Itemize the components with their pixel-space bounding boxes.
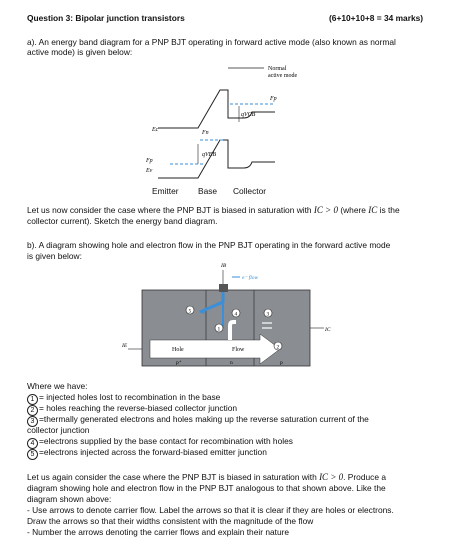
marker-3-text: 3 — [266, 311, 270, 318]
carrier-flow-diagram — [120, 260, 335, 375]
where-title: Where we have: — [27, 381, 88, 391]
legend-item-5-num: 5 — [27, 449, 38, 460]
legend-item-1-text: = injected holes lost to recombination in the base — [39, 392, 221, 402]
final-task-bullet1: - Use arrows to denote carrier flow. Label the arrows so that it is clear if they are holes or electrons. — [27, 505, 394, 515]
marker-2-text: 2 — [276, 344, 280, 351]
conduction-band-edge — [158, 90, 275, 128]
p-label: p — [280, 360, 283, 366]
marker-5-text: 5 — [188, 308, 192, 315]
region-collector-label: Collector — [233, 186, 267, 196]
final-task-line1-math: IC > 0 — [319, 472, 344, 482]
part-b-intro-line1: b). A diagram showing hole and electron flow in the PNP BJT operating in the forward active mode — [27, 240, 391, 250]
qvcb-label: qVCB — [241, 112, 256, 118]
p-plus-label: p⁺ — [176, 360, 182, 366]
e-flow-label: e⁻ flow — [242, 275, 259, 281]
part-a-task-post2: is the — [377, 205, 400, 215]
part-b-intro-line2: is given below: — [27, 251, 82, 261]
base-contact — [219, 284, 228, 292]
hole-text: Hole — [172, 347, 184, 353]
flow-text: Flow — [232, 347, 245, 353]
legend-label-normal: Normal — [268, 66, 287, 72]
legend-item-3-num: 3 — [27, 416, 38, 427]
fp-collector-label: Fp — [270, 96, 277, 102]
part-a-task-line2: collector current). Sketch the energy band diagram. — [27, 216, 218, 226]
ec-label: Ec — [152, 127, 159, 133]
legend-item-5 — [27, 447, 267, 460]
legend-item-3-text: =thermally generated electrons and holes making up the reverse saturation current of the — [39, 414, 369, 424]
marker-4-text: 4 — [234, 311, 238, 318]
final-task-line3: diagram shown above: — [27, 494, 112, 504]
final-task-bullet3: - Number the arrows denoting the carrier flows and explain their nature — [27, 527, 290, 537]
legend-item-2-text: = holes reaching the reverse-biased collector junction — [39, 403, 238, 413]
question-title: Question 3: Bipolar junction transistors — [27, 13, 185, 23]
final-task-line2: diagram showing hole and electron flow in the PNP BJT analogous to that shown above. Like the — [27, 483, 386, 493]
part-a-task-post: (where — [338, 205, 369, 215]
energy-band-diagram — [140, 60, 320, 185]
region-emitter-label: Emitter — [152, 186, 179, 196]
part-a-intro-line2: active mode) is given below: — [27, 47, 133, 57]
part-a-task-pre: Let us now consider the case where the PNP BJT is biased in saturation with — [27, 205, 314, 215]
final-task-line1 — [27, 472, 386, 483]
legend-item-4-text: =electrons supplied by the base contact for recombination with holes — [39, 436, 293, 446]
legend-item-2-num: 2 — [27, 405, 38, 416]
ic-label: IC — [325, 327, 331, 333]
valence-band-edge — [158, 140, 275, 178]
final-task-line1-post: . Produce a — [343, 472, 386, 482]
region-base-label: Base — [198, 186, 218, 196]
legend-item-5-text: =electrons injected across the forward-biased emitter junction — [39, 447, 267, 457]
part-a-intro-line1: a). An energy band diagram for a PNP BJT operating in forward active mode (also known as normal — [27, 37, 396, 47]
legend-item-4-num: 4 — [27, 438, 38, 449]
part-a-task-math: IC > 0 — [313, 205, 338, 215]
ev-label: Ev — [146, 168, 153, 174]
final-task-bullet2: Draw the arrows so that their widths consistent with the magnitude of the flow — [27, 516, 314, 526]
fn-label: Fn — [202, 130, 209, 136]
part-a-task-math2: IC — [368, 205, 378, 215]
part-a-task-line1 — [27, 205, 400, 216]
legend-item-1-num: 1 — [27, 394, 38, 405]
ie-label: IE — [122, 343, 128, 349]
marker-1-text: 1 — [217, 326, 221, 333]
legend-label-active-mode: active mode — [268, 73, 298, 79]
fp-emitter-label: Fp — [146, 158, 153, 164]
marks-label: (6+10+10+8 = 34 marks) — [329, 13, 424, 23]
ib-label: IB — [221, 263, 227, 269]
legend-item-3-continued: collector junction — [27, 425, 90, 435]
qveb-label: qVEB — [202, 152, 216, 158]
final-task-line1-pre: Let us again consider the case where the PNP BJT is biased in saturation with — [27, 472, 320, 482]
n-label: n — [230, 360, 233, 366]
